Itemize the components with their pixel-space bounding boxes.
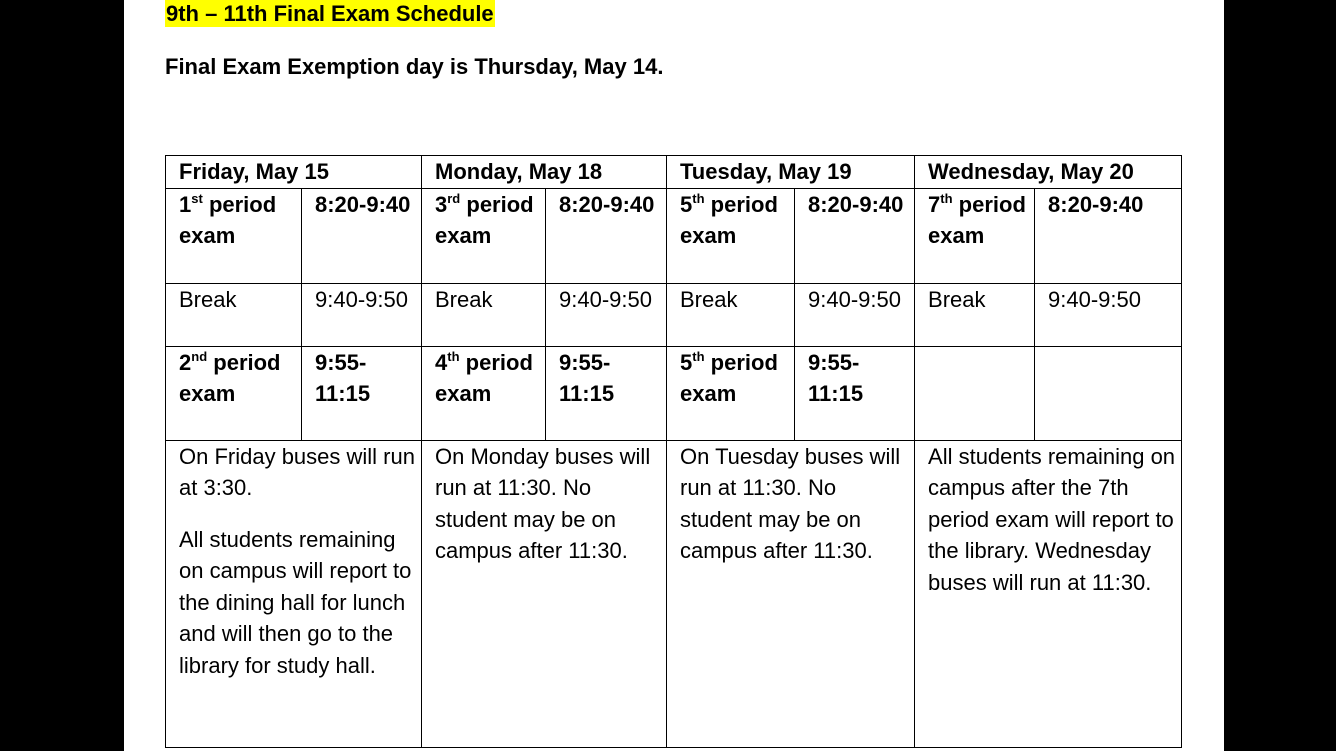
ordinal-suffix: rd: [447, 190, 461, 206]
period-number: 7: [928, 191, 941, 217]
exam-label-cell: [422, 346, 546, 440]
ordinal-suffix: th: [692, 190, 705, 206]
note-paragraph: On Tuesday buses will run at 11:30. No student may be on campus after 11:30.: [680, 443, 901, 563]
break-label: Break: [422, 283, 546, 346]
exam-schedule-table: [165, 155, 1182, 748]
exemption-notice: Final Exam Exemption day is Thursday, May 14.: [165, 54, 664, 79]
break-time: 9:40-9:50: [795, 283, 915, 346]
exam-time: 9:55-11:15: [302, 346, 422, 440]
day-notes: [422, 440, 667, 747]
document-page: [124, 0, 1224, 751]
exam-time: 9:55-11:15: [546, 346, 667, 440]
notes-row: [166, 440, 1182, 747]
exam-label-cell: [166, 188, 302, 283]
day-header: Monday, May 18: [422, 156, 667, 189]
ordinal-suffix: nd: [191, 348, 208, 364]
second-exam-row: [166, 346, 1182, 440]
exam-label-cell: [667, 188, 795, 283]
exam-label: period exam: [680, 349, 778, 406]
break-time: 9:40-9:50: [546, 283, 667, 346]
exam-time: 9:55-11:15: [795, 346, 915, 440]
exam-time: 8:20-9:40: [795, 188, 915, 283]
exam-label: period exam: [435, 349, 533, 406]
period-number: 5: [680, 349, 693, 375]
exam-time: 8:20-9:40: [302, 188, 422, 283]
exam-label-cell: [915, 188, 1035, 283]
period-number: 3: [435, 191, 448, 217]
day-header: Wednesday, May 20: [915, 156, 1182, 189]
day-notes: [667, 440, 915, 747]
period-number: 1: [179, 191, 192, 217]
break-label: Break: [915, 283, 1035, 346]
break-row: [166, 283, 1182, 346]
note-paragraph: All students remaining on campus after the 7th period exam will report to the library. Wednesday buses will run at 11:30.: [928, 443, 1176, 595]
day-notes: [915, 440, 1182, 747]
day-notes: [166, 440, 422, 747]
day-header: Friday, May 15: [166, 156, 422, 189]
exam-label-cell: [422, 188, 546, 283]
day-header: Tuesday, May 19: [667, 156, 915, 189]
exam-label: period exam: [435, 191, 534, 248]
day-header-row: [166, 156, 1182, 189]
exam-label-cell: [166, 346, 302, 440]
ordinal-suffix: th: [692, 348, 705, 364]
exam-label: period exam: [179, 191, 277, 248]
empty-cell: [915, 346, 1035, 440]
break-time: 9:40-9:50: [302, 283, 422, 346]
break-time: 9:40-9:50: [1035, 283, 1182, 346]
exam-label: period exam: [680, 191, 778, 248]
exam-time: 8:20-9:40: [546, 188, 667, 283]
exam-label-cell: [667, 346, 795, 440]
ordinal-suffix: th: [940, 190, 953, 206]
break-label: Break: [166, 283, 302, 346]
first-exam-row: [166, 188, 1182, 283]
break-label: Break: [667, 283, 795, 346]
period-number: 5: [680, 191, 693, 217]
period-number: 2: [179, 349, 192, 375]
note-paragraph: On Monday buses will run at 11:30. No student may be on campus after 11:30.: [435, 443, 651, 563]
note-paragraph: On Friday buses will run at 3:30.: [179, 443, 415, 500]
exam-time: 8:20-9:40: [1035, 188, 1182, 283]
note-paragraph: All students remaining on campus will report to the dining hall for lunch and will then go to the library for study hall.: [179, 526, 412, 678]
exam-label: period exam: [928, 191, 1026, 248]
ordinal-suffix: st: [191, 190, 203, 206]
empty-cell: [1035, 346, 1182, 440]
period-number: 4: [435, 349, 448, 375]
document-title: 9th – 11th Final Exam Schedule: [166, 1, 494, 26]
exam-label: period exam: [179, 349, 281, 406]
ordinal-suffix: th: [447, 348, 460, 364]
